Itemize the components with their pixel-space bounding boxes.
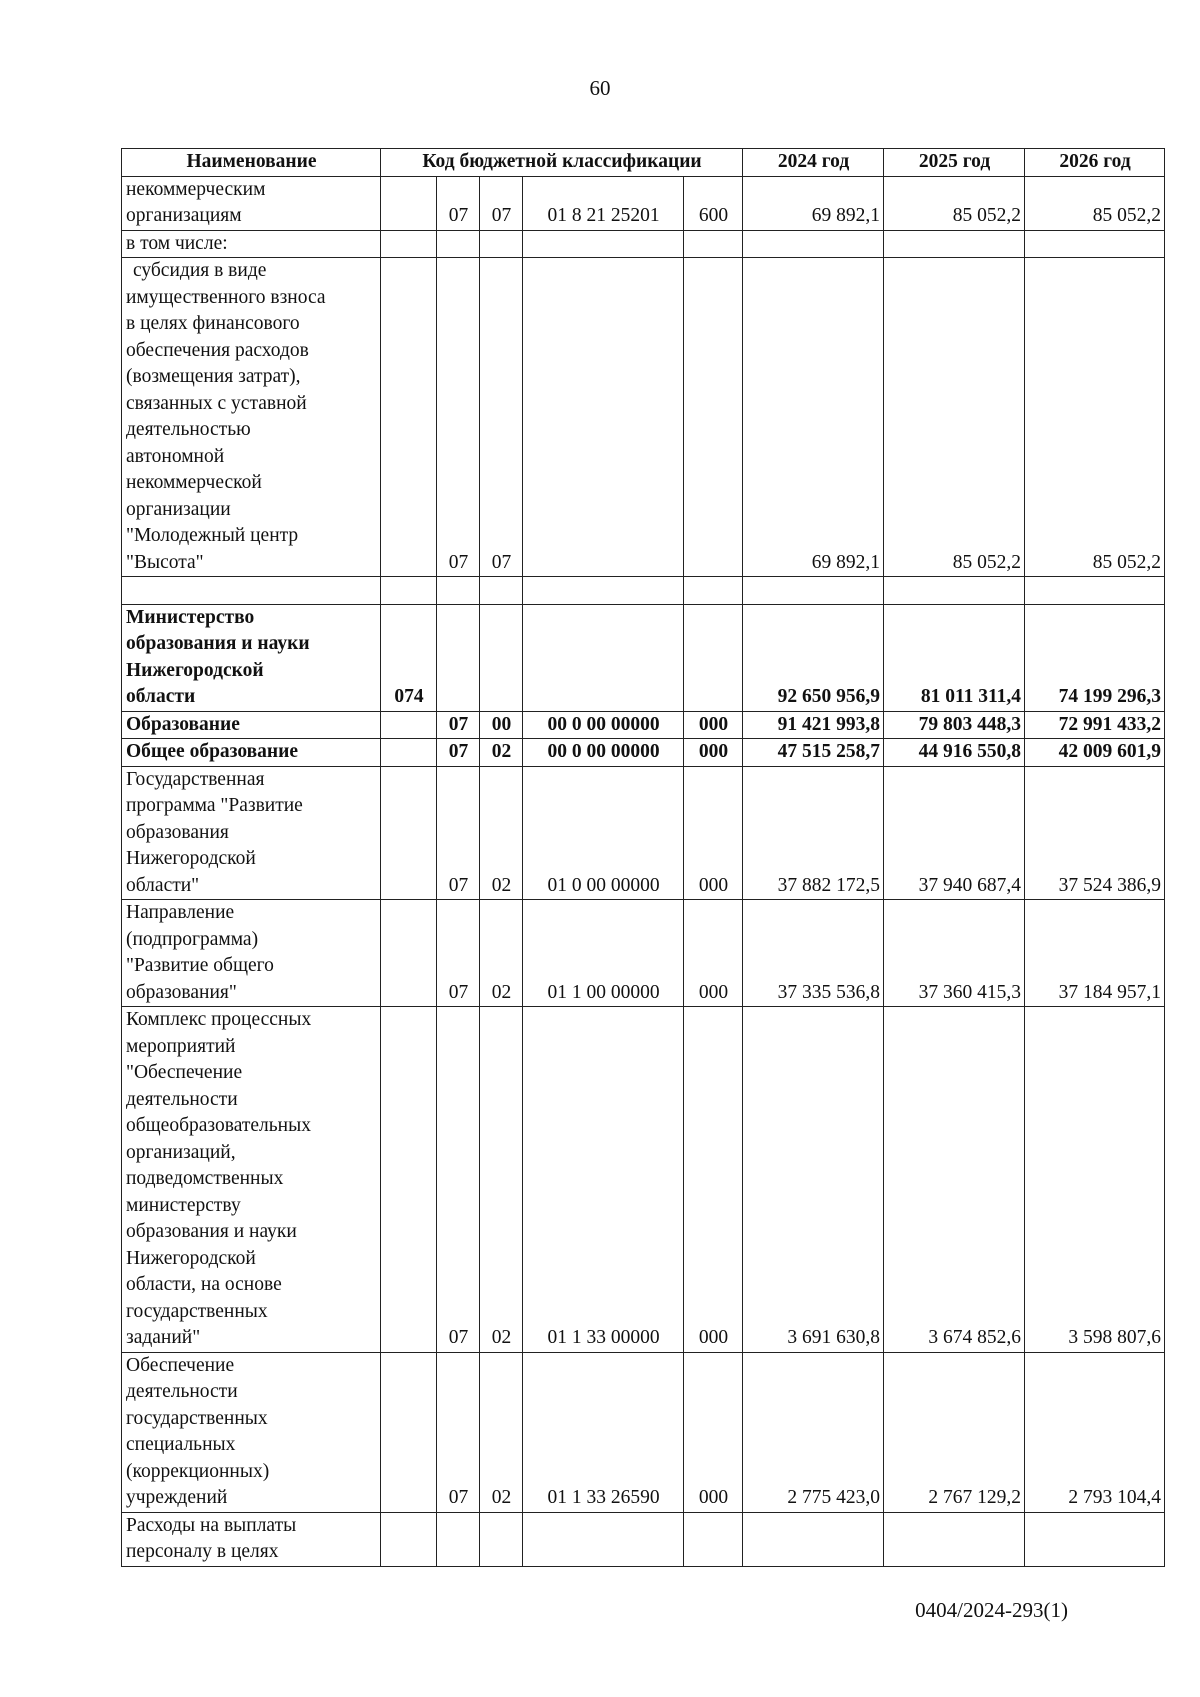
target-code-cell (523, 1512, 684, 1566)
row-name-line: Министерство (126, 606, 255, 628)
amount-2025-cell: 81 011 311,4 (884, 604, 1025, 711)
subsection-code-cell: 02 (480, 766, 523, 900)
row-name-line: Государственная (126, 768, 265, 790)
table-row (122, 1007, 1165, 1353)
row-name-cell (122, 900, 381, 1007)
amount-2024-cell (743, 230, 884, 258)
row-name-line: Нижегородской (126, 659, 264, 681)
row-name-line: программа "Развитие (126, 795, 303, 816)
section-code-cell (437, 604, 480, 711)
amount-2025-cell: 2 767 129,2 (884, 1352, 1025, 1512)
section-code-cell: 07 (437, 766, 480, 900)
amount-2024-cell: 91 421 993,8 (743, 711, 884, 739)
expense-type-cell (684, 577, 743, 605)
expense-type-cell (684, 604, 743, 711)
section-code-cell (437, 577, 480, 605)
section-code-cell (437, 230, 480, 258)
row-name-line: "Обеспечение (126, 1062, 243, 1083)
table-row (122, 739, 1165, 767)
table-row (122, 766, 1165, 900)
amount-2024-cell: 37 335 536,8 (743, 900, 884, 1007)
target-code-cell (523, 258, 684, 577)
amount-2025-cell: 44 916 550,8 (884, 739, 1025, 767)
amount-2026-cell: 37 524 386,9 (1025, 766, 1165, 900)
amount-2025-cell: 85 052,2 (884, 176, 1025, 230)
row-name-line: в том числе: (126, 232, 228, 254)
row-name-cell (122, 739, 381, 767)
row-name-line: связанных с уставной (126, 392, 307, 414)
row-name-line: "Высота" (126, 551, 204, 573)
target-code-cell: 01 0 00 00000 (523, 766, 684, 900)
row-name-line: имущественного взноса (126, 286, 326, 308)
row-name-line: заданий" (126, 1327, 201, 1348)
budget-table (121, 148, 1165, 1567)
row-name-line: "Развитие общего (126, 955, 274, 976)
table-row (122, 900, 1165, 1007)
target-code-cell: 00 0 00 00000 (523, 711, 684, 739)
target-code-cell (523, 604, 684, 711)
amount-2024-cell: 92 650 956,9 (743, 604, 884, 711)
ministry-code-cell (381, 739, 437, 767)
ministry-code-cell (381, 176, 437, 230)
amount-2026-cell (1025, 1512, 1165, 1566)
row-name-cell (122, 604, 381, 711)
row-name-line: "Молодежный центр (126, 525, 299, 546)
row-name-line: некоммерческим (126, 178, 266, 200)
amount-2024-cell (743, 1512, 884, 1566)
section-code-cell (437, 1512, 480, 1566)
row-name-line: Комплекс процессных (126, 1009, 312, 1030)
row-name-line: области (126, 686, 196, 707)
row-name-line: автономной (126, 445, 225, 467)
amount-2026-cell: 72 991 433,2 (1025, 711, 1165, 739)
row-name-cell (122, 577, 381, 605)
table-header-row (122, 149, 1165, 177)
row-name-line: образования и науки (126, 633, 310, 654)
row-name-line: образования и науки (126, 1221, 297, 1242)
row-name-line: обеспечения расходов (126, 339, 309, 361)
expense-type-cell: 000 (684, 1352, 743, 1512)
row-name-line: области" (126, 874, 200, 896)
row-name-cell (122, 766, 381, 900)
row-name-line: Расходы на выплаты (126, 1514, 297, 1536)
header-2026: 2026 год (1025, 149, 1165, 177)
subsection-code-cell (480, 577, 523, 605)
ministry-code-cell (381, 711, 437, 739)
row-name-line: деятельности (126, 1381, 238, 1402)
row-name-line: государственных (126, 1300, 268, 1322)
amount-2025-cell: 37 940 687,4 (884, 766, 1025, 900)
row-name-line: некоммерческой (126, 472, 262, 493)
document-code: 0404/2024-293(1) (915, 1598, 1068, 1622)
row-name-line: государственных (126, 1407, 268, 1429)
amount-2025-cell: 37 360 415,3 (884, 900, 1025, 1007)
amount-2026-cell: 2 793 104,4 (1025, 1352, 1165, 1512)
row-name-line: мероприятий (126, 1035, 236, 1057)
amount-2025-cell: 85 052,2 (884, 258, 1025, 577)
subsection-code-cell (480, 230, 523, 258)
amount-2026-cell: 42 009 601,9 (1025, 739, 1165, 767)
amount-2025-cell: 79 803 448,3 (884, 711, 1025, 739)
row-name-line: (коррекционных) (126, 1460, 270, 1482)
amount-2026-cell (1025, 230, 1165, 258)
header-code: Код бюджетной классификации (381, 149, 743, 177)
subsection-code-cell (480, 604, 523, 711)
row-name-cell (122, 1352, 381, 1512)
target-code-cell (523, 230, 684, 258)
amount-2026-cell (1025, 577, 1165, 605)
subsection-code-cell (480, 1512, 523, 1566)
row-name-line: Нижегородской (126, 1247, 256, 1269)
amount-2026-cell: 85 052,2 (1025, 258, 1165, 577)
ministry-code-cell (381, 1352, 437, 1512)
amount-2024-cell: 2 775 423,0 (743, 1352, 884, 1512)
row-name-cell (122, 711, 381, 739)
section-code-cell: 07 (437, 176, 480, 230)
row-name-line: организаций, (126, 1141, 236, 1163)
amount-2024-cell: 3 691 630,8 (743, 1007, 884, 1353)
section-code-cell: 07 (437, 1352, 480, 1512)
target-code-cell: 01 8 21 25201 (523, 176, 684, 230)
table-row (122, 577, 1165, 605)
target-code-cell: 01 1 33 26590 (523, 1352, 684, 1512)
ministry-code-cell (381, 1007, 437, 1353)
table-row (122, 258, 1165, 577)
expense-type-cell: 000 (684, 900, 743, 1007)
row-name-line: области, на основе (126, 1274, 282, 1295)
amount-2024-cell: 69 892,1 (743, 258, 884, 577)
section-code-cell: 07 (437, 1007, 480, 1353)
row-name-line: деятельности (126, 1088, 238, 1110)
expense-type-cell: 000 (684, 766, 743, 900)
row-name-line: Обеспечение (126, 1354, 235, 1376)
ministry-code-cell (381, 577, 437, 605)
row-name-cell (122, 230, 381, 258)
expense-type-cell: 000 (684, 739, 743, 767)
expense-type-cell: 000 (684, 711, 743, 739)
ministry-code-cell (381, 258, 437, 577)
subsection-code-cell: 07 (480, 176, 523, 230)
table-row (122, 604, 1165, 711)
amount-2026-cell: 74 199 296,3 (1025, 604, 1165, 711)
ministry-code-cell (381, 230, 437, 258)
amount-2024-cell: 37 882 172,5 (743, 766, 884, 900)
expense-type-cell (684, 230, 743, 258)
section-code-cell: 07 (437, 258, 480, 577)
subsection-code-cell: 02 (480, 1352, 523, 1512)
header-name: Наименование (122, 149, 381, 177)
ministry-code-cell (381, 900, 437, 1007)
subsection-code-cell: 07 (480, 258, 523, 577)
row-name-line: специальных (126, 1434, 236, 1455)
amount-2026-cell: 3 598 807,6 (1025, 1007, 1165, 1353)
section-code-cell: 07 (437, 711, 480, 739)
amount-2024-cell: 69 892,1 (743, 176, 884, 230)
row-name-line (126, 577, 377, 604)
table-row (122, 230, 1165, 258)
expense-type-cell (684, 258, 743, 577)
row-name-line: организации (126, 498, 231, 520)
section-code-cell: 07 (437, 739, 480, 767)
row-name-line: подведомственных (126, 1168, 284, 1189)
table-row (122, 1352, 1165, 1512)
row-name-cell (122, 1007, 381, 1353)
row-name-line: Направление (126, 902, 235, 923)
row-name-line: образования" (126, 981, 237, 1003)
row-name-line: Образование (126, 713, 240, 735)
row-name-line: общеобразовательных (126, 1115, 311, 1136)
target-code-cell (523, 577, 684, 605)
expense-type-cell: 000 (684, 1007, 743, 1353)
row-name-line: Общее образование (126, 741, 299, 762)
amount-2025-cell: 3 674 852,6 (884, 1007, 1025, 1353)
amount-2025-cell (884, 230, 1025, 258)
table-row (122, 711, 1165, 739)
table-row (122, 1512, 1165, 1566)
page-number: 60 (589, 76, 611, 100)
amount-2024-cell (743, 577, 884, 605)
row-name-line: министерству (126, 1194, 241, 1216)
row-name-line: в целях финансового (126, 313, 300, 334)
row-name-cell (122, 176, 381, 230)
amount-2026-cell: 85 052,2 (1025, 176, 1165, 230)
row-name-cell (122, 258, 381, 577)
section-code-cell: 07 (437, 900, 480, 1007)
row-name-line: Нижегородской (126, 848, 256, 869)
expense-type-cell (684, 1512, 743, 1566)
ministry-code-cell (381, 1512, 437, 1566)
amount-2025-cell (884, 577, 1025, 605)
subsection-code-cell: 02 (480, 739, 523, 767)
target-code-cell: 00 0 00 00000 (523, 739, 684, 767)
header-2025: 2025 год (884, 149, 1025, 177)
row-name-cell (122, 1512, 381, 1566)
row-name-line: организациям (126, 205, 242, 226)
subsection-code-cell: 00 (480, 711, 523, 739)
header-2024: 2024 год (743, 149, 884, 177)
amount-2026-cell: 37 184 957,1 (1025, 900, 1165, 1007)
target-code-cell: 01 1 00 00000 (523, 900, 684, 1007)
ministry-code-cell (381, 766, 437, 900)
table-body (122, 176, 1165, 1566)
subsection-code-cell: 02 (480, 900, 523, 1007)
amount-2024-cell: 47 515 258,7 (743, 739, 884, 767)
subsection-code-cell: 02 (480, 1007, 523, 1353)
table-row (122, 176, 1165, 230)
row-name-line: образования (126, 821, 229, 843)
row-name-line: деятельностью (126, 419, 251, 440)
ministry-code-cell: 074 (381, 604, 437, 711)
expense-type-cell: 600 (684, 176, 743, 230)
row-name-line: персоналу в целях (126, 1541, 279, 1562)
row-name-line: (подпрограмма) (126, 928, 259, 950)
row-name-line: (возмещения затрат), (126, 366, 301, 387)
amount-2025-cell (884, 1512, 1025, 1566)
row-name-line: учреждений (126, 1487, 228, 1508)
target-code-cell: 01 1 33 00000 (523, 1007, 684, 1353)
row-name-line: субсидия в виде (133, 260, 267, 281)
